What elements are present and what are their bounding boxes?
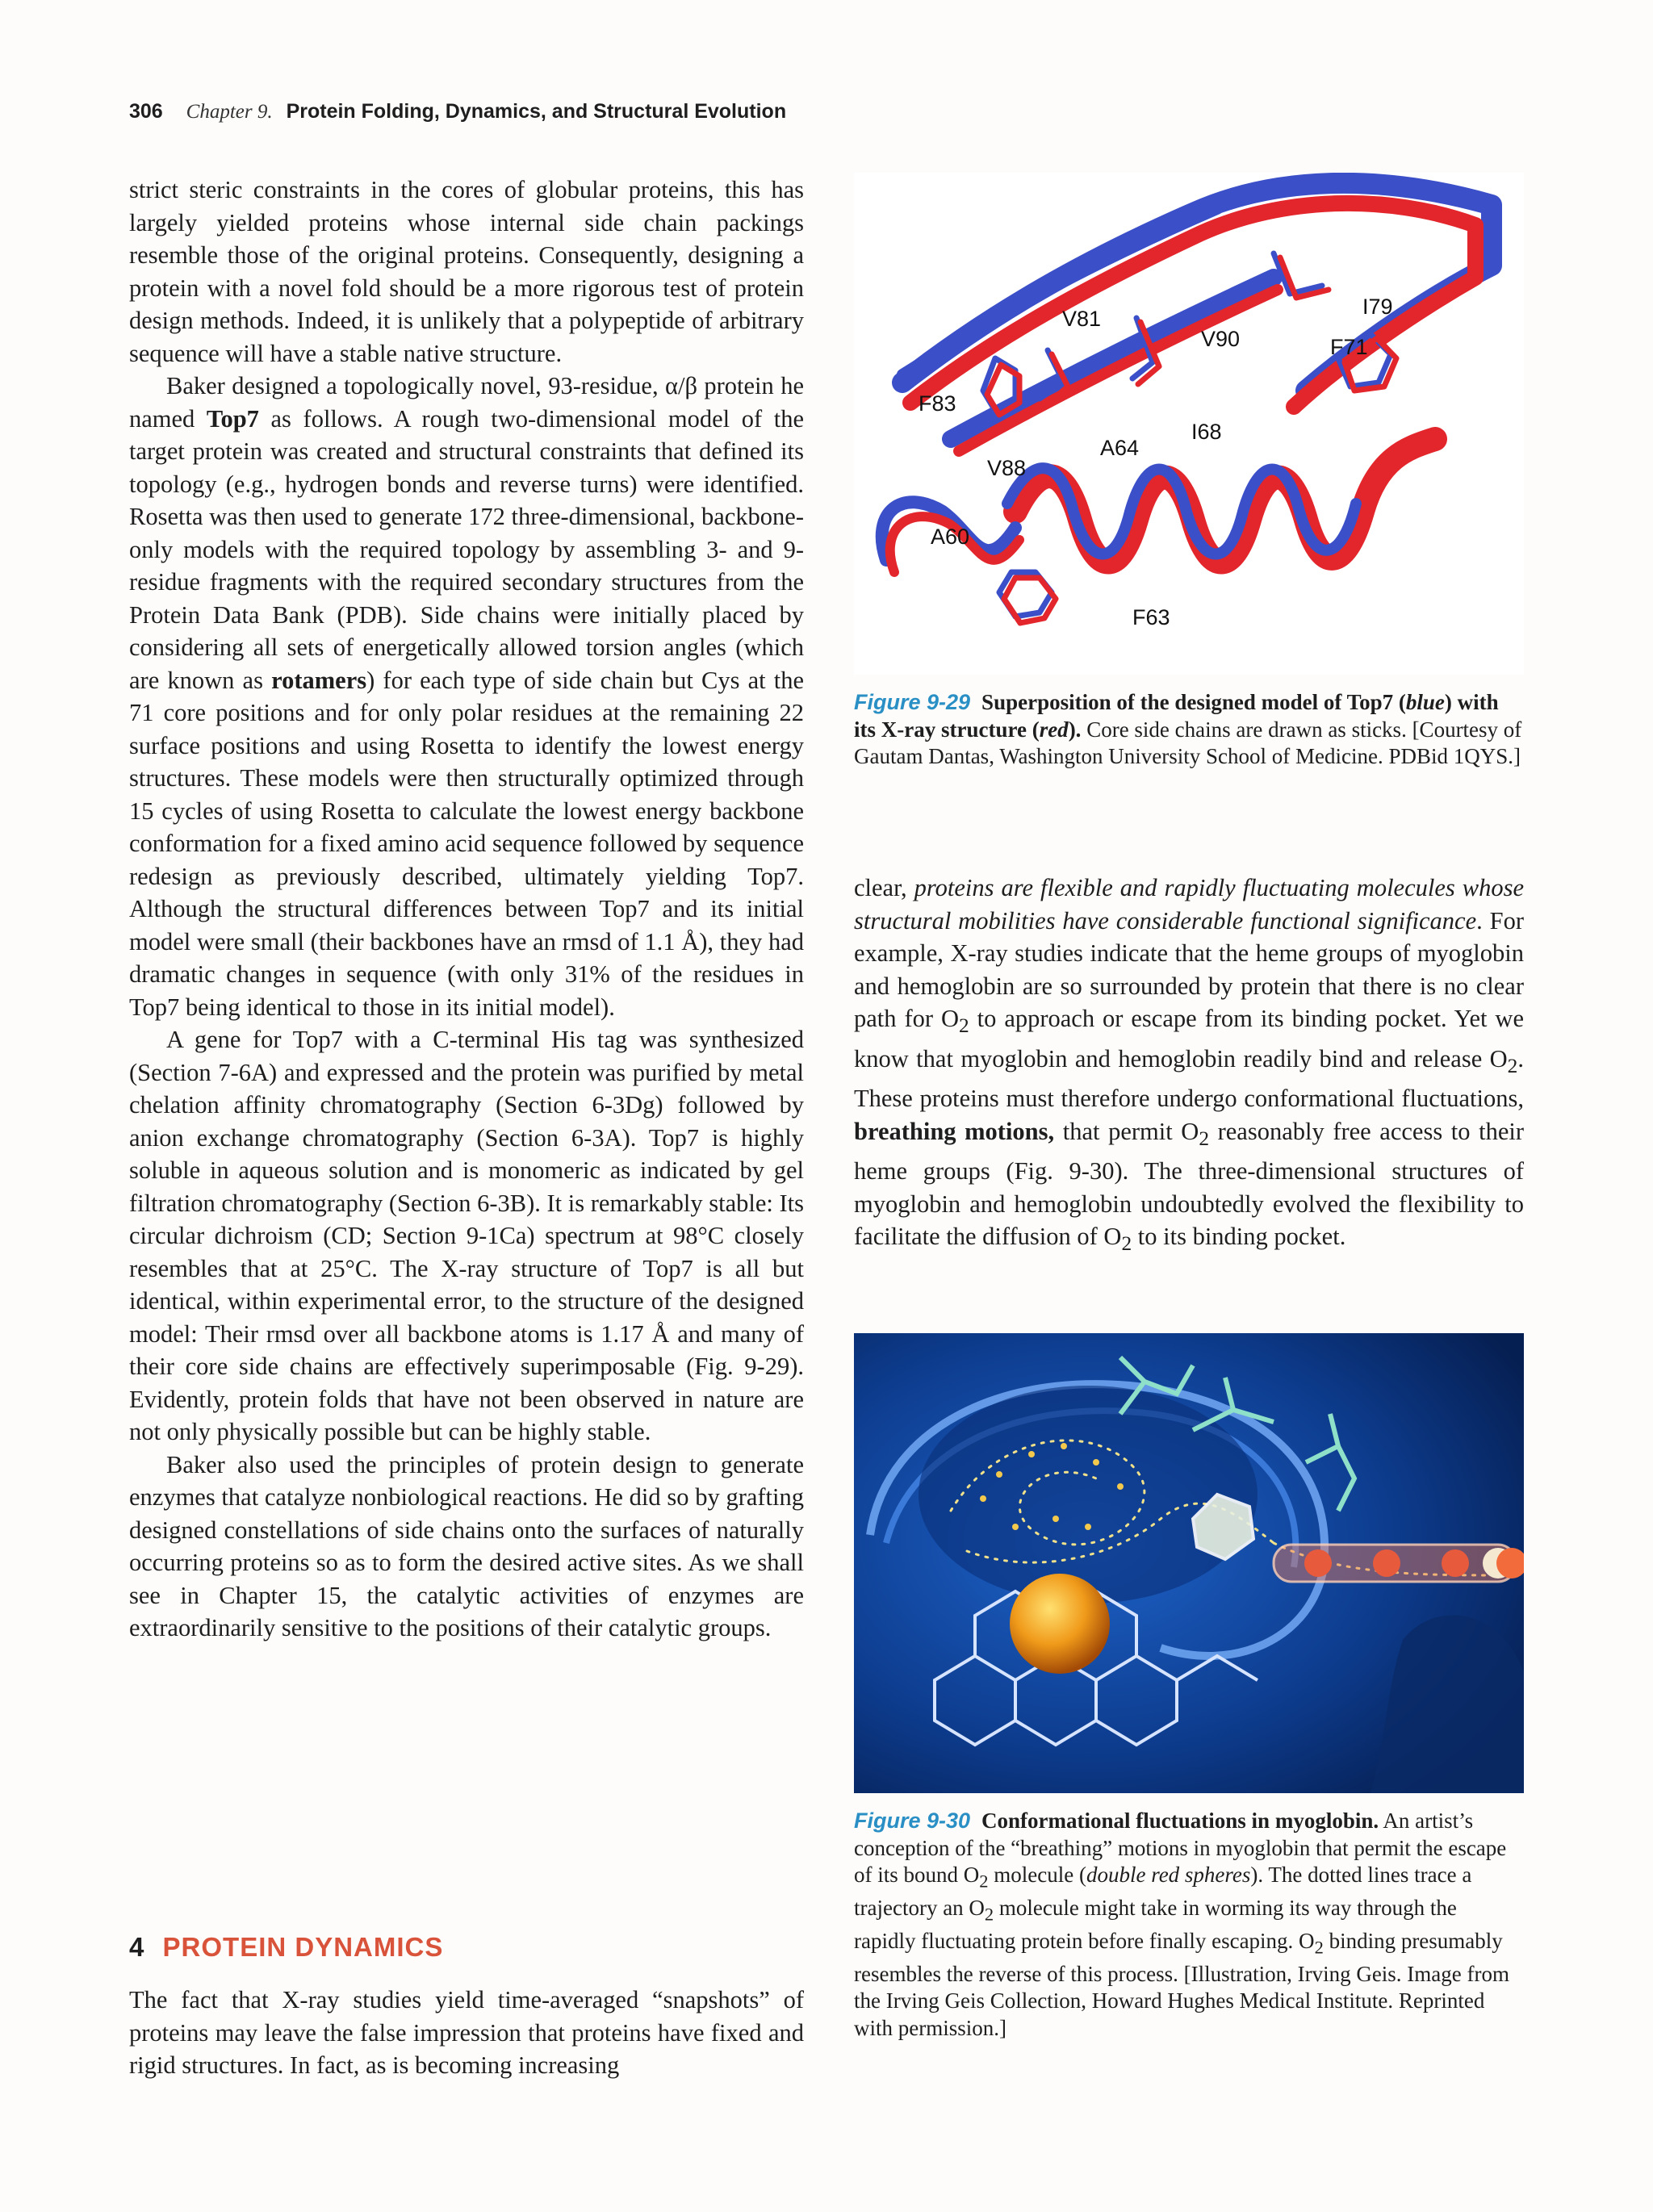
figure-9-29-caption: Figure 9-29 Superposition of the designed model of Top7 (blue) with its X-ray structure (red). Core side chains are drawn as sticks. [Courtesy of Gautam Dantas, Washington University School of Medicine. PDBid 1QYS.] [854,690,1522,768]
residue-label: V90 [1201,327,1241,351]
residue-label: I68 [1191,420,1222,444]
paragraph: strict steric constraints in the cores of globular proteins, this has largely yielded proteins whose internal side chain packings resemble those of the original proteins. Consequently, designing a protein with a novel fold should be a more rigorous test of protein design methods. Indeed, it is unlikely that a polypeptide of arbitrary sequence will have a stable native structure. [129,176,804,367]
paragraph: The fact that X-ray studies yield time-averaged “snapshots” of proteins may leave the false impression that proteins have fixed and rigid structures. In fact, as is becoming increasing [129,1986,804,2079]
figure-9-29-image [854,173,1524,675]
residue-label: A64 [1100,436,1140,460]
top7-superposition-illustration [854,173,1524,675]
myoglobin-breathing-illustration [854,1333,1524,1793]
section-body [129,1984,804,2082]
right-column [854,872,1524,1261]
running-head [129,100,786,123]
section-title: PROTEIN DYNAMICS [162,1932,444,1962]
page-number: 306 [129,100,163,123]
residue-label: F83 [919,391,956,416]
section-number: 4 [129,1932,144,1962]
paragraph-top7-design: Baker designed a topologically novel, 93-residue, α/β protein he named Top7 as follows. A rough two-dimensional model of the target protein was created and structural constraints that defined its topology (e.g., hydrogen bonds and reverse turns) were identified. Rosetta was then used to generate 172 three-dimensional, backbone-only models with the required topology by assembling 3- and 9-residue fragments with the required secondary structures from the Protein Data Bank (PDB). Side chains were initially placed by considering all sets of energetically allowed torsion angles (which are known as rotamers) for each type of side chain but Cys at the 71 core positions and for only polar residues at the remaining 22 surface positions and using Rosetta to identify the lowest energy structures. These models were then structurally optimized through 15 cycles of using Rosetta to calculate the lowest energy backbone conformation for a fixed amino acid sequence followed by sequence redesign as previously described, ultimately yielding Top7. Although the structural differences between Top7 and its initial model were small (their backbones have an rmsd of 1.1 Å), they had dramatic changes in sequence (with only 31% of the residues in Top7 being identical to those in its initial model). [129,372,805,1021]
paragraph: A gene for Top7 with a C-terminal His tag was synthesized (Section 7-6A) and expressed and the protein was purified by metal chelation affinity chromatography (Section 6-3Dg) followed by anion exchange chromatography (Section 6-3A). Top7 is highly soluble in aqueous solution and is monomeric as indicated by gel filtration chromatography (Section 6-3B). It is remarkably stable: Its circular dichroism (CD; Section 9-1Ca) spectrum at 98°C closely resembles that at 25°C. The X-ray structure of Top7 is all but identical, within experimental error, to the structure of the designed model: Their rmsd over all backbone atoms is 1.17 Å and many of their core side chains are effectively superimposable (Fig. 9-29). Evidently, protein folds that have not been observed in nature are not only physically possible but can be highly stable. [129,1026,804,1445]
residue-label: V88 [987,456,1027,480]
residue-label: V81 [1062,307,1102,331]
figure-9-30-image [854,1333,1524,1793]
figure-label: Figure 9-29 [854,690,971,714]
figure-label: Figure 9-30 [854,1808,971,1833]
residue-label: I79 [1362,295,1393,319]
left-column [129,174,804,1645]
section-heading [129,1932,443,1963]
paragraph-protein-dynamics: clear, proteins are flexible and rapidly fluctuating molecules whose structural mobilities have considerable functional significance. For example, X-ray studies indicate that the heme groups of myoglobin and hemoglobin are so surrounded by protein that there is no clear path for $O_2$ to approach or escape from its binding pocket. Yet we know that myoglobin and hemoglobin readily bind and release $O_2$. These proteins must therefore undergo conformational fluctuations, breathing motions, that permit $O_2$ reasonably free access to their heme groups (Fig. 9-30). The three-dimensional structures of myoglobin and hemoglobin undoubtedly evolved the flexibility to facilitate the diffusion of $O_2$ to its binding pocket. [854,874,1524,1256]
residue-label: F71 [1330,335,1368,359]
residue-label: F63 [1132,605,1170,629]
term-rotamers: rotamers [271,666,367,694]
term-top7: Top7 [206,404,259,433]
term-breathing-motions: breathing motions, [854,1117,1055,1145]
residue-label: A60 [931,525,970,549]
chapter-title: Protein Folding, Dynamics, and Structural Evolution [286,100,787,123]
chapter-label: Chapter 9. [186,101,273,123]
paragraph: Baker also used the principles of protein design to generate enzymes that catalyze nonbiological reactions. He did so by grafting designed constellations of side chains onto the surfaces of naturally occurring proteins so as to form the desired active sites. As we shall see in Chapter 15, the catalytic activities of enzymes are extraordinarily sensitive to the positions of their catalytic groups. [129,1450,804,1641]
figure-9-30-caption: Figure 9-30 Conformational fluctuations in myoglobin. An artist’s conception of the “breathing” motions in myoglobin that permit the escape of its bound $O_2$ molecule (double red spheres). The dotted lines trace a trajectory an $O_2$ molecule might take in worming its way through the rapidly fluctuating protein before finally escaping. $O_2$ binding presumably resembles the reverse of this process. [Illustration, Irving Geis. Image from the Irving Geis Collection, Howard Hughes Medical Institute. Reprinted with permission.] [854,1808,1510,2040]
